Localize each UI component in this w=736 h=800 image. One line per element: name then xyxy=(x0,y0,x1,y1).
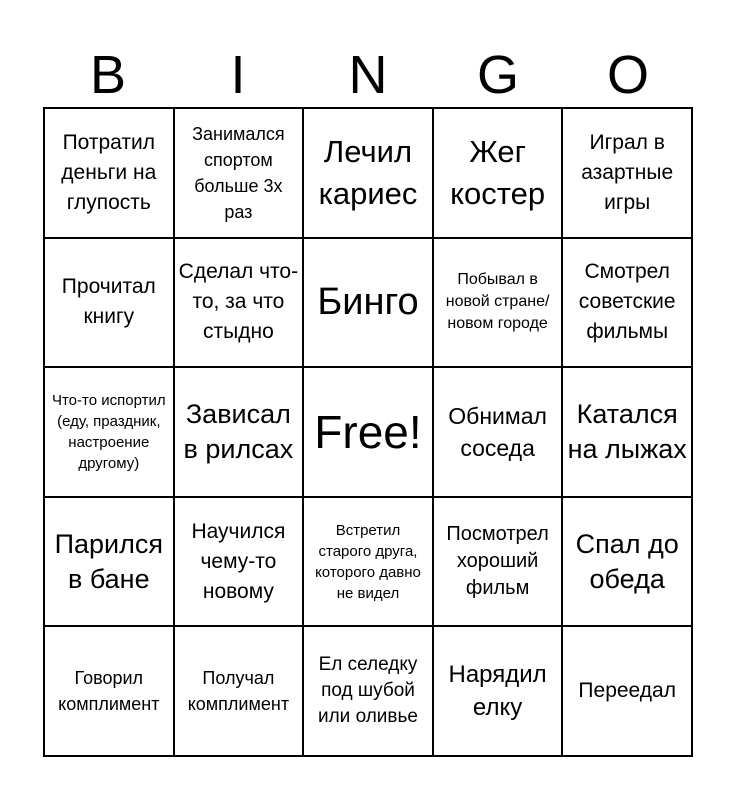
cell-text: Переедал xyxy=(578,679,676,703)
bingo-cell-1-1[interactable] xyxy=(44,108,174,238)
cell-text: Спал до обеда xyxy=(575,528,679,594)
header-letter-b: B xyxy=(89,45,127,105)
cell-text: Free! xyxy=(314,405,422,458)
cell-text: Прочитал книгу xyxy=(61,275,156,329)
cell-text: Научился чему-то новому xyxy=(191,519,286,603)
bingo-cell-3-5[interactable] xyxy=(562,367,692,497)
header-letter-o: O xyxy=(606,45,649,105)
cell-text: Обнимал соседа xyxy=(448,402,547,461)
header-letter-n: N xyxy=(348,45,388,105)
cell-text: Бинго xyxy=(317,281,419,324)
bingo-cell-free[interactable] xyxy=(303,367,433,497)
bingo-cell-4-1[interactable] xyxy=(44,497,174,627)
cell-text: Получал комплимент xyxy=(187,668,290,715)
cell-text: Ел селедку под шубой или оливье xyxy=(317,654,418,728)
bingo-cell-5-3[interactable] xyxy=(303,626,433,756)
bingo-cell-4-3[interactable] xyxy=(303,497,433,627)
bingo-cell-5-4[interactable] xyxy=(433,626,563,756)
bingo-cell-1-2[interactable] xyxy=(174,108,304,238)
bingo-cell-1-5[interactable] xyxy=(562,108,692,238)
cell-text: Жег костер xyxy=(450,133,546,211)
bingo-cell-3-4[interactable] xyxy=(433,367,563,497)
bingo-cell-2-4[interactable] xyxy=(433,238,563,368)
bingo-cell-4-2[interactable] xyxy=(174,497,304,627)
cell-text: Играл в азартные игры xyxy=(581,130,674,214)
bingo-cell-4-4[interactable] xyxy=(433,497,563,627)
bingo-cell-5-1[interactable] xyxy=(44,626,174,756)
cell-text: Зависал в рилсах xyxy=(183,398,294,464)
bingo-cell-3-2[interactable] xyxy=(174,367,304,497)
bingo-board xyxy=(43,107,693,757)
cell-text: Побывал в новой стране/ новом городе xyxy=(445,271,550,333)
bingo-cell-1-3[interactable] xyxy=(303,108,433,238)
cell-text: Что-то испортил (еду, праздник, настроение другому) xyxy=(51,391,166,472)
bingo-cell-5-2[interactable] xyxy=(174,626,304,756)
cell-text: Смотрел советские фильмы xyxy=(578,260,676,344)
bingo-cell-2-1[interactable] xyxy=(44,238,174,368)
cell-text: Занимался спортом больше 3х раз xyxy=(192,123,285,222)
header-letter-i: I xyxy=(230,45,246,105)
cell-text: Встретил старого друга, которого давно не видел xyxy=(315,521,421,602)
bingo-cell-2-2[interactable] xyxy=(174,238,304,368)
cell-text: Потратил деньги на глупость xyxy=(61,130,157,214)
bingo-cell-2-3[interactable] xyxy=(303,238,433,368)
bingo-cell-3-1[interactable] xyxy=(44,367,174,497)
cell-text: Посмотрел хороший фильм xyxy=(446,523,549,600)
bingo-cell-5-5[interactable] xyxy=(562,626,692,756)
bingo-header xyxy=(43,42,693,108)
cell-text: Парился в бане xyxy=(54,528,163,594)
cell-text: Лечил кариес xyxy=(318,133,418,211)
bingo-cell-2-5[interactable] xyxy=(562,238,692,368)
bingo-cell-1-4[interactable] xyxy=(433,108,563,238)
cell-text: Катался на лыжах xyxy=(567,398,687,464)
bingo-cell-4-5[interactable] xyxy=(562,497,692,627)
header-letter-g: G xyxy=(476,45,519,105)
cell-text: Нарядил елку xyxy=(448,661,547,722)
cell-text: Сделал что-то, за что стыдно xyxy=(178,260,299,344)
cell-text: Говорил комплимент xyxy=(58,668,160,715)
